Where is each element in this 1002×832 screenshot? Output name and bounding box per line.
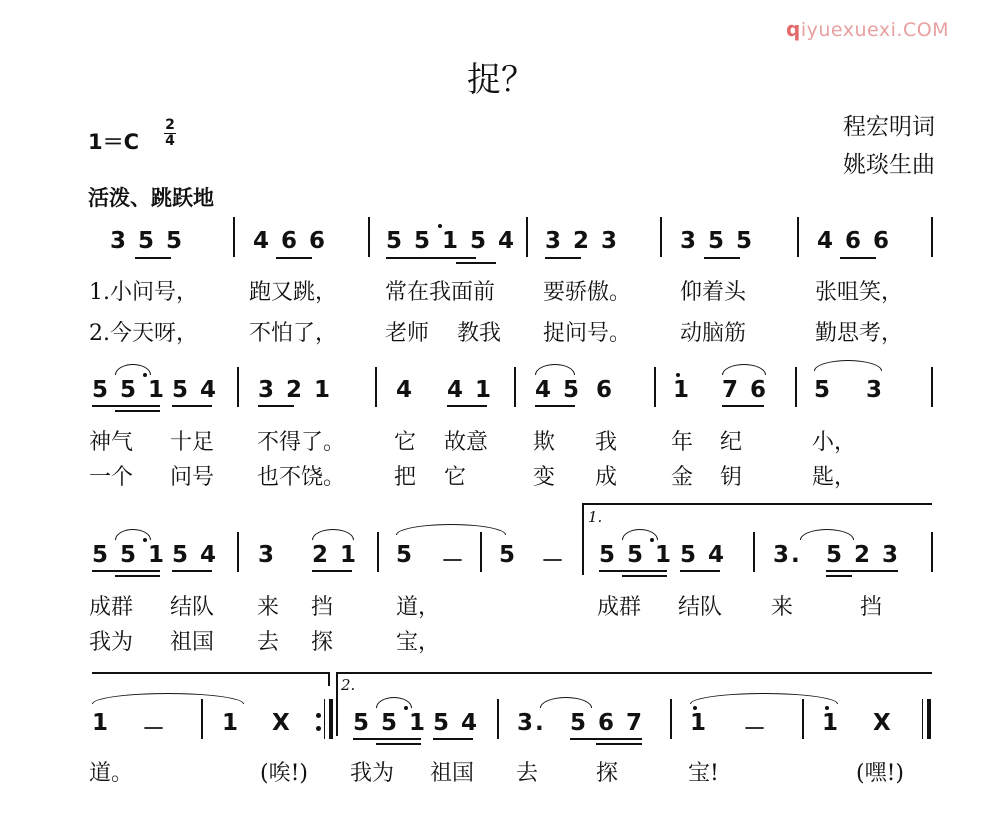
notes-m11a: 1 bbox=[673, 377, 692, 403]
notes-m15a: 5 bbox=[396, 542, 415, 568]
notes-m14a: 3 bbox=[258, 542, 277, 568]
lyric-v2-10: 也不饶。 bbox=[257, 465, 346, 490]
lyric-v1-19: 来 bbox=[257, 595, 280, 620]
time-sig-bottom: 4 bbox=[165, 133, 175, 149]
lyric-v1-13: 我 bbox=[595, 430, 618, 455]
lyric-v1-31: 探 bbox=[596, 761, 619, 786]
lyric-v1-32: 宝! bbox=[688, 761, 719, 786]
lyric-v1-20: 挡 bbox=[311, 595, 334, 620]
notes-m24a: 1 bbox=[822, 710, 841, 736]
notes-m19a: 1 bbox=[92, 710, 111, 736]
notes-m13a: 5 5 1 bbox=[92, 542, 167, 568]
lyric-v2-1: 2.今天呀， bbox=[89, 321, 198, 346]
lyric-v1-15: 纪 bbox=[720, 430, 743, 455]
notes-m11b: 7 6 bbox=[722, 377, 769, 403]
notes-m2: 4 6 6 bbox=[253, 228, 328, 254]
notes-m13b: 5 4 bbox=[172, 542, 219, 568]
lyric-v2-12: 它 bbox=[444, 465, 467, 490]
lyric-v1-6: 张咀笑， bbox=[815, 280, 904, 305]
time-signature bbox=[163, 118, 177, 149]
time-sig-top: 2 bbox=[165, 117, 175, 133]
lyric-v2-6: 动脑筋 bbox=[680, 321, 747, 346]
lyric-v2-22: 宝， bbox=[396, 630, 441, 655]
notes-m9b: 4 1 bbox=[447, 377, 494, 403]
notes-m3: 5 5 1 5 4 bbox=[386, 228, 517, 254]
notes-m10a: 4 5 bbox=[535, 377, 582, 403]
lyric-v1-12: 欺 bbox=[533, 430, 556, 455]
notes-m19b: － bbox=[142, 716, 167, 742]
lyric-v1-18: 结队 bbox=[170, 595, 215, 620]
lyric-v1-11: 故意 bbox=[444, 430, 489, 455]
notes-m20b: X bbox=[272, 710, 292, 736]
lyric-v1-24: 来 bbox=[771, 595, 794, 620]
lyric-v1-14: 年 bbox=[671, 430, 694, 455]
notes-m21b: 5 4 bbox=[433, 710, 480, 736]
notes-m16a: 5 bbox=[499, 542, 518, 568]
lyric-v1-27: (唉!) bbox=[260, 761, 309, 786]
key-signature: 1＝C bbox=[88, 130, 140, 154]
notes-m12b: 3 bbox=[866, 377, 885, 403]
composer: 姚琰生曲 bbox=[843, 152, 935, 178]
lyric-v2-20: 去 bbox=[257, 630, 280, 655]
lyric-v1-9: 不得了。 bbox=[257, 430, 346, 455]
lyric-v1-2: 跑又跳， bbox=[249, 280, 338, 305]
notes-m7a: 5 5 1 bbox=[92, 377, 167, 403]
notes-m15b: － bbox=[441, 548, 466, 574]
notes-m23a: 1 bbox=[690, 710, 709, 736]
watermark-q: q bbox=[786, 17, 801, 41]
volta-2-label: 2. bbox=[341, 676, 356, 694]
notes-m16b: － bbox=[541, 548, 566, 574]
lyric-v1-3: 常在我面前 bbox=[385, 280, 496, 305]
notes-m6: 4 6 6 bbox=[817, 228, 892, 254]
lyric-v1-17: 成群 bbox=[89, 595, 134, 620]
lyric-v1-28: 我为 bbox=[350, 761, 395, 786]
notes-m22a: 3. bbox=[517, 710, 546, 736]
notes-m4: 3 2 3 bbox=[545, 228, 620, 254]
notes-m22b: 5 6 7 bbox=[570, 710, 645, 736]
notes-m12a: 5 bbox=[814, 377, 833, 403]
notes-m7b: 5 4 bbox=[172, 377, 219, 403]
notes-m21a: 5 5 1 bbox=[353, 710, 428, 736]
lyric-v2-13: 变 bbox=[533, 465, 556, 490]
lyric-v1-5: 仰着头 bbox=[680, 280, 747, 305]
notes-m18b: 5 2 3 bbox=[826, 542, 901, 568]
lyric-v1-22: 成群 bbox=[597, 595, 642, 620]
notes-m10b: 6 bbox=[596, 377, 615, 403]
notes-m8: 3 2 1 bbox=[258, 377, 333, 403]
lyric-v2-2: 不怕了， bbox=[249, 321, 338, 346]
lyric-v2-3: 老师 bbox=[385, 321, 430, 346]
volta-1-label: 1. bbox=[588, 508, 603, 526]
lyric-v1-23: 结队 bbox=[678, 595, 723, 620]
lyricist: 程宏明词 bbox=[843, 114, 935, 140]
lyric-v2-14: 成 bbox=[595, 465, 618, 490]
notes-m1: 3 5 5 bbox=[110, 228, 185, 254]
lyric-v1-26: 道。 bbox=[89, 761, 134, 786]
lyric-v2-21: 探 bbox=[311, 630, 334, 655]
notes-m17b: 5 4 bbox=[680, 542, 727, 568]
notes-m18a: 3. bbox=[773, 542, 802, 568]
lyric-v1-33: (嘿!) bbox=[856, 761, 905, 786]
watermark-logo bbox=[786, 17, 986, 41]
lyric-v2-8: 一个 bbox=[89, 465, 134, 490]
notes-m5: 3 5 5 bbox=[680, 228, 755, 254]
lyric-v2-5: 捉问号。 bbox=[543, 321, 632, 346]
song-title: 捉？ bbox=[467, 60, 535, 100]
lyric-v2-16: 钥 bbox=[720, 465, 743, 490]
lyric-v2-11: 把 bbox=[394, 465, 417, 490]
notes-m14b: 2 1 bbox=[312, 542, 359, 568]
lyric-v2-18: 我为 bbox=[89, 630, 134, 655]
notes-m20a: 1 bbox=[222, 710, 241, 736]
lyric-v2-15: 金 bbox=[671, 465, 694, 490]
lyric-v2-17: 匙， bbox=[812, 465, 857, 490]
lyric-v2-19: 祖国 bbox=[170, 630, 215, 655]
lyric-v1-7: 神气 bbox=[89, 430, 134, 455]
lyric-v2-9: 问号 bbox=[170, 465, 215, 490]
lyric-v1-1: 1.小问号， bbox=[89, 280, 198, 305]
lyric-v1-16: 小， bbox=[812, 430, 857, 455]
notes-m24b: X bbox=[873, 710, 893, 736]
lyric-v2-7: 勤思考， bbox=[815, 321, 904, 346]
tempo-marking: 活泼、跳跃地 bbox=[88, 186, 214, 210]
notes-m17a: 5 5 1 bbox=[599, 542, 674, 568]
lyric-v1-10: 它 bbox=[394, 430, 417, 455]
notes-m23b: － bbox=[743, 716, 768, 742]
lyric-v1-30: 去 bbox=[516, 761, 539, 786]
lyric-v1-29: 祖国 bbox=[430, 761, 475, 786]
lyric-v1-25: 挡 bbox=[860, 595, 883, 620]
notes-m9a: 4 bbox=[396, 377, 415, 403]
lyric-v1-4: 要骄傲。 bbox=[543, 280, 632, 305]
watermark-text: iyuexuexi.COM bbox=[800, 19, 950, 41]
lyric-v2-4: 教我 bbox=[457, 321, 502, 346]
lyric-v1-21: 道， bbox=[396, 595, 441, 620]
lyric-v1-8: 十足 bbox=[170, 430, 215, 455]
